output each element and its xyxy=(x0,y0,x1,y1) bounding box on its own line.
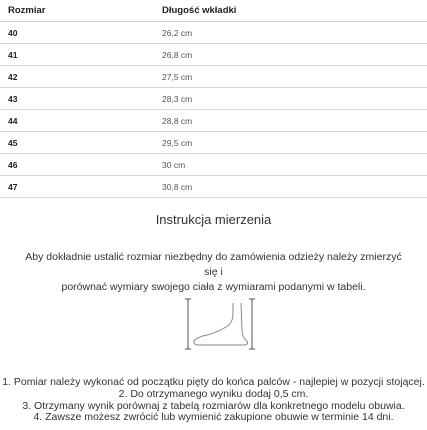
list-item: 1. Pomiar należy wykonać od początku pięty do końca palców - najlepiej w pozycji stojącej. xyxy=(2,376,425,388)
table-row xyxy=(0,132,427,154)
table-row xyxy=(0,154,427,176)
table-row xyxy=(0,66,427,88)
size-cell: 46 xyxy=(0,154,162,176)
length-cell: 28,8 cm xyxy=(162,110,427,132)
table-row xyxy=(0,22,427,44)
length-cell: 27,5 cm xyxy=(162,66,427,88)
list-item: 2. Do otrzymanego wyniku dodaj 0,5 cm. xyxy=(118,387,309,400)
instructions-title: Instrukcja mierzenia xyxy=(155,212,272,227)
size-cell: 41 xyxy=(0,44,162,66)
column-header-size: Rozmiar xyxy=(0,0,162,22)
length-cell: 26,8 cm xyxy=(162,44,427,66)
size-cell: 45 xyxy=(0,132,162,154)
table-row xyxy=(0,176,427,198)
size-table xyxy=(0,0,427,198)
length-cell: 26,2 cm xyxy=(162,22,427,44)
list-item: 3. Otrzymany wynik porównaj z tabelą rozmiarów dla konkretnego modelu obuwia. xyxy=(22,399,405,412)
size-cell: 47 xyxy=(0,176,162,198)
instructions-intro xyxy=(20,250,407,295)
list-item: 4. Zawsze możesz zwrócić lub wymienić zakupione obuwie w terminie 14 dni. xyxy=(33,411,394,424)
column-header-insole-length: Długość wkładki xyxy=(162,0,427,22)
intro-line: Aby dokładnie ustalić rozmiar niezbędny do zamówienia odzieży należy zmierzyć się i xyxy=(25,251,402,278)
size-cell: 43 xyxy=(0,88,162,110)
table-row xyxy=(0,110,427,132)
size-cell: 42 xyxy=(0,66,162,88)
instructions-steps xyxy=(0,377,427,424)
size-cell: 40 xyxy=(0,22,162,44)
foot-measurement-icon xyxy=(185,297,255,353)
length-cell: 30 cm xyxy=(162,154,427,176)
length-cell: 28,3 cm xyxy=(162,88,427,110)
table-header-row xyxy=(0,0,427,22)
length-cell: 29,5 cm xyxy=(162,132,427,154)
intro-line: porównać wymiary swojego ciała z wymiarami podanymi w tabeli. xyxy=(61,281,366,293)
table-row xyxy=(0,88,427,110)
table-row xyxy=(0,44,427,66)
size-cell: 44 xyxy=(0,110,162,132)
length-cell: 30,8 cm xyxy=(162,176,427,198)
